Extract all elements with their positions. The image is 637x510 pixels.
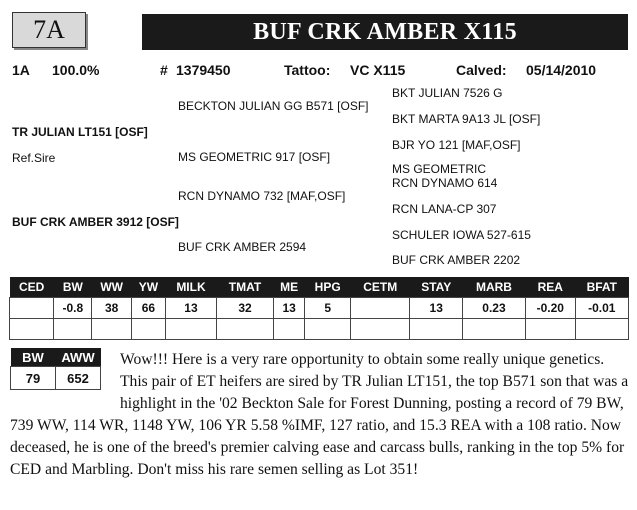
percent: 100.0%: [52, 62, 100, 78]
epd-value: 32: [217, 298, 274, 319]
epd-value: 13: [165, 298, 216, 319]
epd-value: 38: [92, 298, 132, 319]
animal-code: 1A: [12, 62, 30, 78]
description-block: [10, 349, 630, 481]
dam-sire: RCN DYNAMO 732 [MAF,OSF]: [178, 189, 346, 203]
epd-header: TMAT: [217, 277, 274, 298]
animal-name: BUF CRK AMBER X115: [142, 14, 628, 50]
weights-value: 652: [56, 367, 101, 390]
epd-empty-cell: [525, 319, 575, 340]
dam-dam: BUF CRK AMBER 2594: [178, 240, 307, 254]
epd-empty-cell: [575, 319, 628, 340]
sire-sire-dam: BKT MARTA 9A13 JL [OSF]: [392, 112, 541, 126]
weights-header: AWW: [56, 348, 101, 367]
epd-empty-cell: [54, 319, 92, 340]
epd-header: HPG: [305, 277, 351, 298]
registration-label: #: [160, 62, 168, 78]
dam-sire-sire: RCN DYNAMO 614: [392, 176, 498, 190]
epd-empty-cell: [273, 319, 305, 340]
epd-empty-row: [10, 319, 629, 340]
sire-dam-dam: MS GEOMETRIC: [392, 162, 487, 176]
description-spacer: [10, 349, 120, 397]
sire-sire-sire: BKT JULIAN 7526 G: [392, 86, 503, 100]
sire-dam: MS GEOMETRIC 917 [OSF]: [178, 150, 331, 164]
epd-empty-cell: [410, 319, 463, 340]
epd-value: -0.01: [575, 298, 628, 319]
epd-value: -0.8: [54, 298, 92, 319]
calved-label: Calved:: [456, 62, 507, 78]
sire-dam-sire: BJR YO 121 [MAF,OSF]: [392, 138, 521, 152]
epd-empty-cell: [350, 319, 410, 340]
epd-empty-cell: [10, 319, 54, 340]
epd-value-row: [10, 298, 629, 319]
epd-empty-cell: [131, 319, 165, 340]
epd-value: 13: [273, 298, 305, 319]
epd-header: MILK: [165, 277, 216, 298]
epd-header: WW: [92, 277, 132, 298]
epd-value: [350, 298, 410, 319]
epd-table: [9, 277, 629, 340]
epd-value: 0.23: [462, 298, 525, 319]
epd-header: BFAT: [575, 277, 628, 298]
tattoo-label: Tattoo:: [284, 62, 331, 78]
tattoo-value: VC X115: [350, 62, 406, 78]
epd-value: [10, 298, 54, 319]
epd-empty-cell: [462, 319, 525, 340]
epd-header: BW: [54, 277, 92, 298]
epd-header: CETM: [350, 277, 410, 298]
epd-value: 66: [131, 298, 165, 319]
weights-value: 79: [11, 367, 56, 390]
epd-header: YW: [131, 277, 165, 298]
epd-empty-cell: [305, 319, 351, 340]
dam-dam-dam: BUF CRK AMBER 2202: [392, 253, 521, 267]
sire: TR JULIAN LT151 [OSF]: [12, 125, 148, 139]
epd-empty-cell: [92, 319, 132, 340]
epd-value: 5: [305, 298, 351, 319]
dam: BUF CRK AMBER 3912 [OSF]: [12, 215, 179, 229]
calved-date: 05/14/2010: [526, 62, 597, 78]
sire-note: Ref.Sire: [12, 151, 56, 165]
epd-header: REA: [525, 277, 575, 298]
epd-header: MARB: [462, 277, 525, 298]
epd-empty-cell: [165, 319, 216, 340]
dam-sire-dam: RCN LANA-CP 307: [392, 202, 497, 216]
epd-value: 13: [410, 298, 463, 319]
epd-header-row: [10, 277, 629, 298]
dam-dam-sire: SCHULER IOWA 527-615: [392, 228, 531, 242]
epd-header: CED: [10, 277, 54, 298]
registration-number: 1379450: [176, 62, 231, 78]
weights-header: BW: [11, 348, 56, 367]
sire-sire: BECKTON JULIAN GG B571 [OSF]: [178, 99, 369, 113]
epd-value: -0.20: [525, 298, 575, 319]
epd-empty-cell: [217, 319, 274, 340]
description-text: Wow!!! Here is a very rare opportunity to obtain some really unique genetics. This pair of ET heifers are sired by TR Julian LT151, the top B571 son that was a highlight in the '02 Beckton Sale for Forest Dunning, posting a record of 79 BW, 739 WW, 114 WR, 1148 YW, 106 YR 5.58 %IMF, 127 ratio, and 15.3 REA with a 108 ratio. Now deceased, he is one of the breed's premier calving ease and carcass bulls, ranking in the top 5% for CED and Marbling. Don't miss his rare semen selling as Lot 351!: [10, 351, 629, 478]
lot-number: 7A: [12, 12, 86, 48]
epd-header: ME: [273, 277, 305, 298]
epd-header: STAY: [410, 277, 463, 298]
